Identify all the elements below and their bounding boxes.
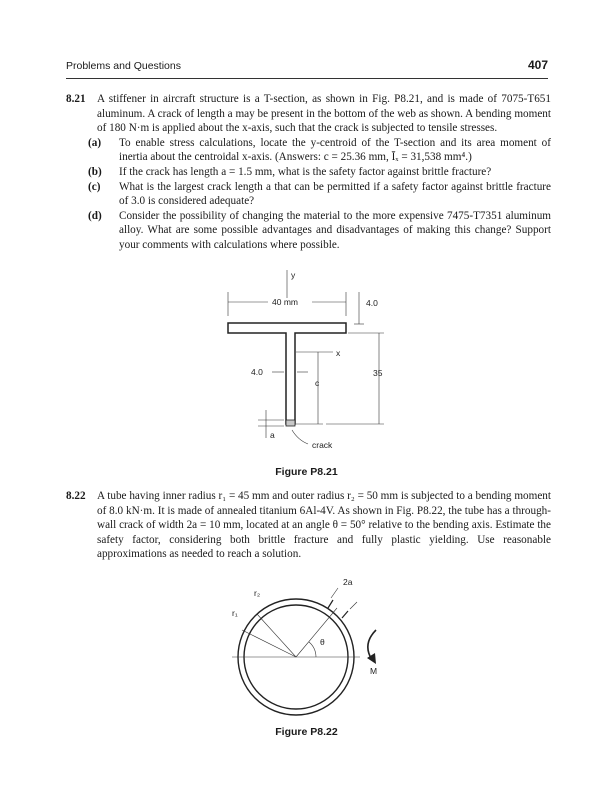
part-label: (d) [88, 209, 102, 222]
a-label: a [270, 430, 275, 440]
flange-thickness-label: 4.0 [366, 298, 378, 308]
height-label: 35 [373, 368, 383, 378]
r1-line [242, 630, 296, 657]
figure-p8-22-caption: Figure P8.22 [275, 726, 338, 738]
part-c [88, 180, 551, 209]
crack-radius-line [296, 608, 337, 657]
part-text: What is the largest crack length a that can be permitted if a safety factor against brittle fracture of 3.0 is considered adequate? [119, 180, 551, 208]
theta-arc [309, 642, 316, 657]
part-text: To enable stress calculations, locate the y-centroid of the T-section and its area moment of inertia about the centroidal x-axis. (Answers: c = 25.36 mm, Īₓ = 31,538 mm⁴.) [119, 136, 551, 164]
crack-mark-1 [328, 600, 333, 608]
figure-t-section [0, 268, 613, 463]
part-b [88, 165, 551, 180]
part-label: (a) [88, 136, 102, 149]
r1-label: r₁ [232, 608, 238, 618]
part-a [88, 136, 551, 165]
t-section-outline [228, 323, 346, 424]
problem-text: A stiffener in aircraft structure is a T-section, as shown in Fig. P8.21, and is made of 7075-T651 aluminum. A crack of length a may be present in the bottom of the web as shown. A bending moment of 180 N·m is applied about the x-axis, such that the crack is subjected to tensile stresses. [97, 93, 551, 135]
running-head: Problems and Questions [66, 60, 181, 72]
moment-arrowhead [367, 653, 376, 664]
part-label: (c) [88, 180, 101, 193]
theta-label: θ [320, 637, 325, 647]
web-thickness-label: 4.0 [251, 367, 263, 377]
part-d [88, 209, 551, 253]
moment-label: M [370, 666, 378, 676]
crack-mark-2 [342, 611, 348, 618]
figure-p8-21-caption: Figure P8.21 [275, 466, 338, 478]
problem-parts [66, 136, 551, 253]
width-label: 40 mm [272, 297, 298, 307]
2a-arrow-2 [350, 602, 357, 609]
y-axis-label: y [291, 270, 296, 280]
page-number: 407 [527, 58, 548, 72]
r2-line [257, 614, 296, 657]
crack-region [286, 420, 295, 426]
problem-8-21 [66, 92, 551, 253]
2a-arrow-1 [331, 588, 338, 598]
c-label: c [315, 378, 320, 388]
r2-label: r₂ [254, 588, 261, 598]
crack-label: crack [312, 440, 333, 450]
figure-tube [0, 572, 613, 722]
part-label: (b) [88, 165, 102, 178]
2a-label: 2a [343, 577, 353, 587]
problem-text: A tube having inner radius r₁ = 45 mm and outer radius r₂ = 50 mm is subjected to a bending moment of 8.0 kN·m. It is made of annealed titanium 6Al-4V. As shown in Fig. P8.22, the tube has a through-wall crack of width 2a = 10 mm, located at an angle θ = 50° relative to the bending axis. Estimate the safety factor, considering both brittle fracture and fully plastic yielding. Use reasonable approximations as needed to reach a solution. [97, 490, 551, 561]
crack-leader [292, 430, 308, 444]
x-axis-label: x [336, 348, 341, 358]
problem-number: 8.22 [66, 490, 86, 502]
problem-number: 8.21 [66, 93, 86, 105]
part-text: Consider the possibility of changing the material to the more expensive 7475-T7351 aluminum alloy. What are some possible advantages and disadvantages of making this change? Support your comments with calculations where possible. [119, 209, 551, 251]
page-header [66, 58, 548, 79]
problem-8-22 [66, 489, 551, 562]
part-text: If the crack has length a = 1.5 mm, what is the safety factor against brittle fracture? [119, 165, 492, 178]
